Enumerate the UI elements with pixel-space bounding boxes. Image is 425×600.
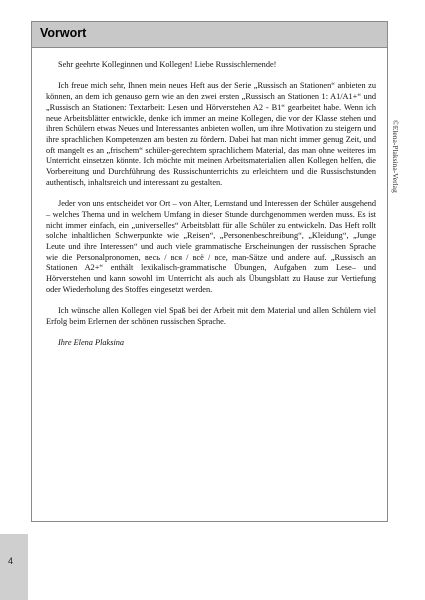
paragraph-2: Jeder von uns entscheidet vor Ort – von Alter, Lernstand und Interessen der Schüler ausgehend – welches Thema und in welchem Umfang in dieser Stunde durchgenommen werden muss. Es ist nicht immer einfach, ein „universelles“ Arbeitsblatt für alle Schüler zu entwickeln. Das Heft rollt solche inhaltlichen Schwerpunkte wie „Reisen“, „Personenbeschreibung“, „Kleidung“, „Junge Leute und ihre Interessen“ und auch viele grammatische Erscheinungen der russischen Sprache wie die Personalpronomen, весь / вся / всё / все, man-Sätze und andere auf. „Russisch an Stationen A2+“ enthält lexikalisch-grammatische Übungen, Aufgaben zum Lese– und Hörverstehen und kann sowohl im Unterricht als auch als Übungsblatt zu Hause zur Vertiefung oder Wiederholung des Stoffes eingesetzt werden.: [46, 199, 376, 294]
publisher-credit: ©Elena-Plaksina-Verlag: [391, 120, 400, 193]
header-band: [32, 22, 387, 48]
body-text: [46, 60, 376, 360]
paragraph-3: Ich wünsche allen Kollegen viel Spaß bei der Arbeit mit dem Material und allen Schülern viel Erfolg beim Erlernen der schönen russischen Sprache.: [46, 306, 376, 326]
page-title: Vorwort: [40, 26, 87, 40]
page-number: 4: [8, 556, 14, 566]
page-frame: [31, 21, 388, 522]
paragraph-1: Ich freue mich sehr, Ihnen mein neues Heft aus der Serie „Russisch an Stationen“ anbieten zu können, an dem ich genauso gern wie an den zwei ersten „Russisch an Stationen 1: A1/A1+“ und „Russisch an Stationen: Textarbeit: Lesen und Hörverstehen A2 - B1“ gearbeitet habe. Wenn ich neue Arbeitsblätter entwickle, denke ich immer an meine Kollegen, die vor der Klasse stehen und ihren Schülern etwas Neues und Interessantes anbieten wollen, um ihre Motivation zu steigern und ihre sprachlichen Kompetenzen am besten zu fördern. Dabei hat man nicht immer genug Zeit, und oft mangelt es an „frischem“ schüler-gerechtem sprachlichem Material, das man ohne weiteres im Unterricht einsetzen könnte. Ich möchte mit meinen Arbeitsmaterialien allen Kollegen helfen, die Vorbereitung und Durchführung des Russischunterrichts zu erleichtern und die Russischstunden authentisch, inhaltsreich und interessant zu gestalten.: [46, 81, 376, 187]
page-tab: [0, 534, 28, 600]
signature: Ihre Elena Plaksina: [58, 338, 125, 348]
salutation: Sehr geehrte Kolleginnen und Kollegen! Liebe Russischlernende!: [58, 60, 277, 69]
